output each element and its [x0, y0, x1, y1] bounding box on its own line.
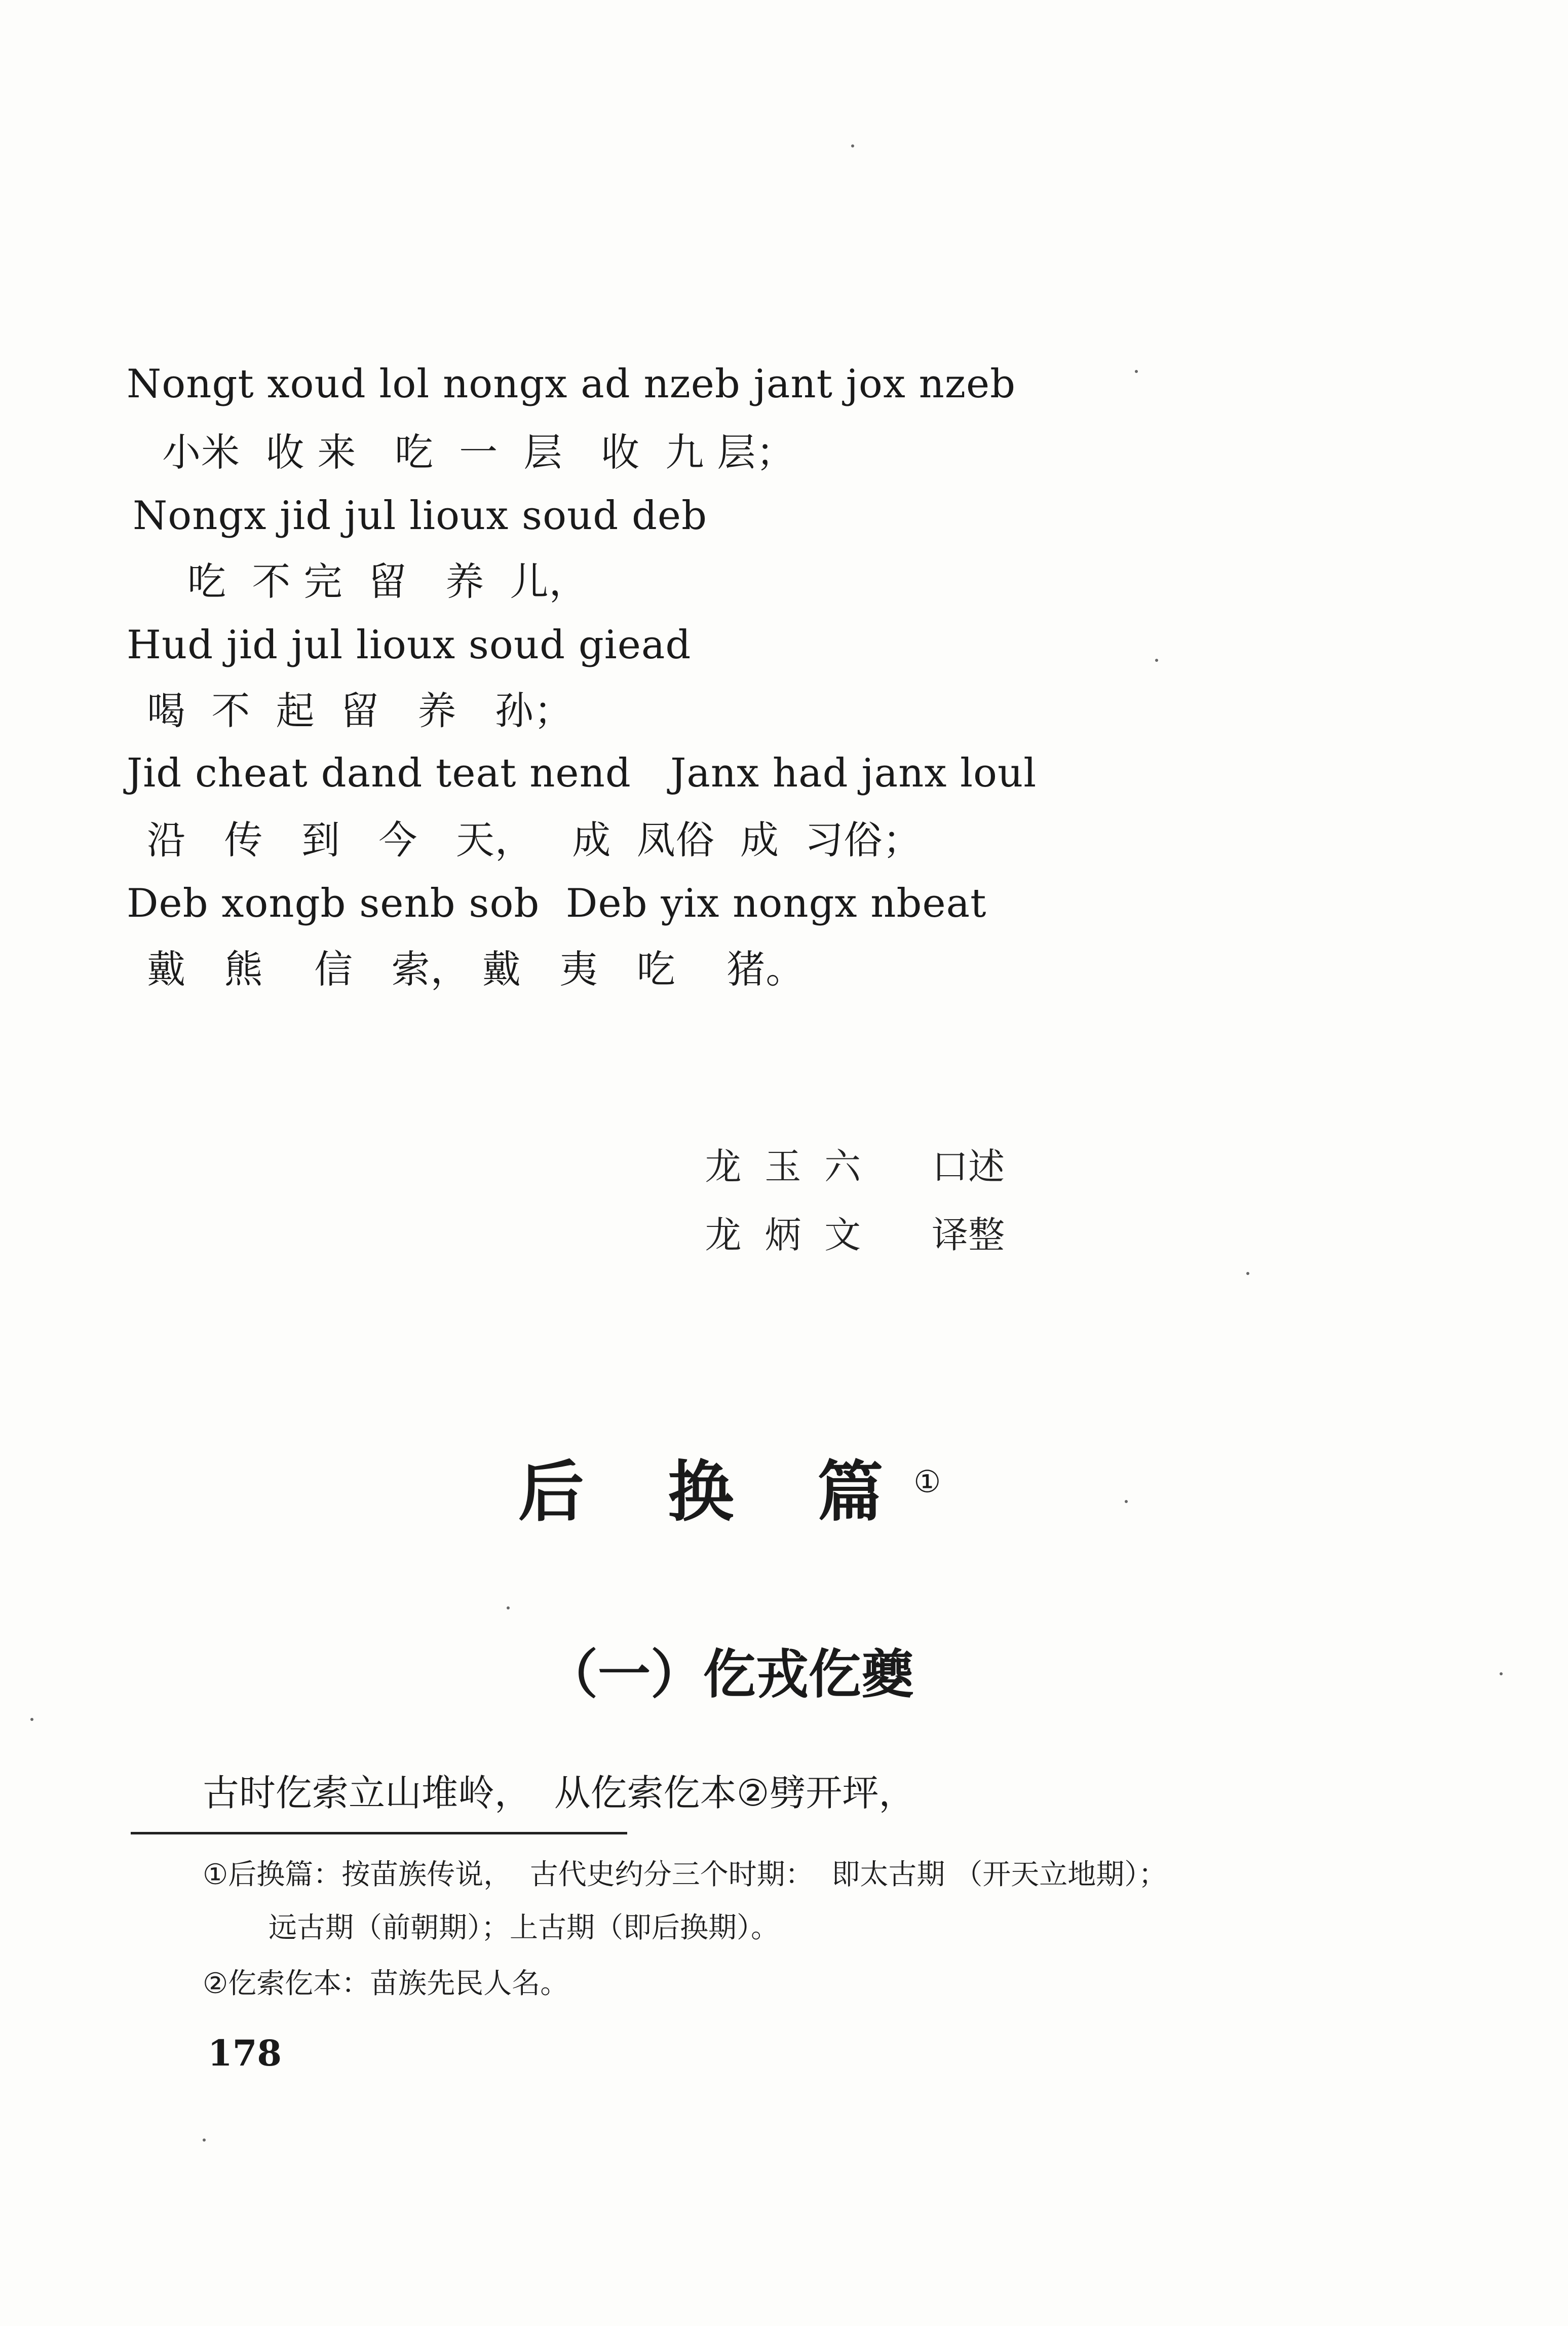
verse-roman-line: Nongt xoud lol nongx ad nzeb jant jox nzeb	[127, 361, 1016, 407]
scan-speck	[1125, 1500, 1128, 1503]
page-number: 178	[208, 2032, 282, 2074]
verse-roman-line: Jid cheat dand teat nend Janx had janx loul	[127, 751, 1037, 796]
scan-speck	[1135, 370, 1138, 373]
section-title	[0, 1439, 1459, 1534]
verse-roman-line: Hud jid jul lioux soud giead	[127, 622, 692, 668]
verse-roman-line: Deb xongb senb sob Deb yix nongx nbeat	[127, 881, 987, 926]
scan-speck	[30, 1718, 33, 1721]
scan-speck	[1500, 1672, 1503, 1675]
scan-speck	[1155, 659, 1158, 662]
verse-hanzi-line: 吃 不 完 留 养 儿，	[187, 559, 588, 604]
scan-speck	[851, 144, 854, 147]
verse-hanzi-line: 小米 收 来 吃 一 层 收 九 层；	[162, 430, 795, 475]
credit-names: 龙 玉 六	[705, 1145, 861, 1188]
scan-speck	[1246, 1272, 1249, 1275]
body-line: 古时仡索立山堆岭， 从仡索仡本②劈开坪，	[203, 1772, 915, 1814]
scan-speck	[203, 2139, 206, 2142]
credit-role: 口述	[932, 1145, 1005, 1188]
footnote-2: ②仡索仡本：苗族先民人名。	[203, 1967, 569, 2000]
section-title-note: ①	[913, 1464, 941, 1500]
footnote-1-continued: 远古期（前朝期）；上古期（即后换期）。	[269, 1911, 779, 1944]
verse-hanzi-line: 沿 传 到 今 天， 成 凤俗 成 习俗；	[147, 817, 922, 862]
verse-roman-line: Nongx jid jul lioux soud deb	[133, 493, 708, 539]
credit-names: 龙 炳 文	[705, 1214, 861, 1256]
verse-hanzi-line: 喝 不 起 留 养 孙；	[147, 688, 573, 733]
section-title-text: 后 换 篇	[518, 1453, 914, 1530]
footnote-divider	[131, 1832, 627, 1834]
footnote-1: ①后换篇：按苗族传说， 古代史约分三个时期： 即太古期 （开天立地期）；	[203, 1858, 1167, 1891]
credit-role: 译整	[932, 1214, 1005, 1256]
scan-speck	[507, 1606, 510, 1609]
verse-hanzi-line: 戴 熊 信 索， 戴 夷 吃 猪。	[147, 947, 805, 992]
chapter-subtitle: （一）仡戎仡夔	[545, 1643, 914, 1705]
credit-translator	[659, 1163, 1005, 1301]
